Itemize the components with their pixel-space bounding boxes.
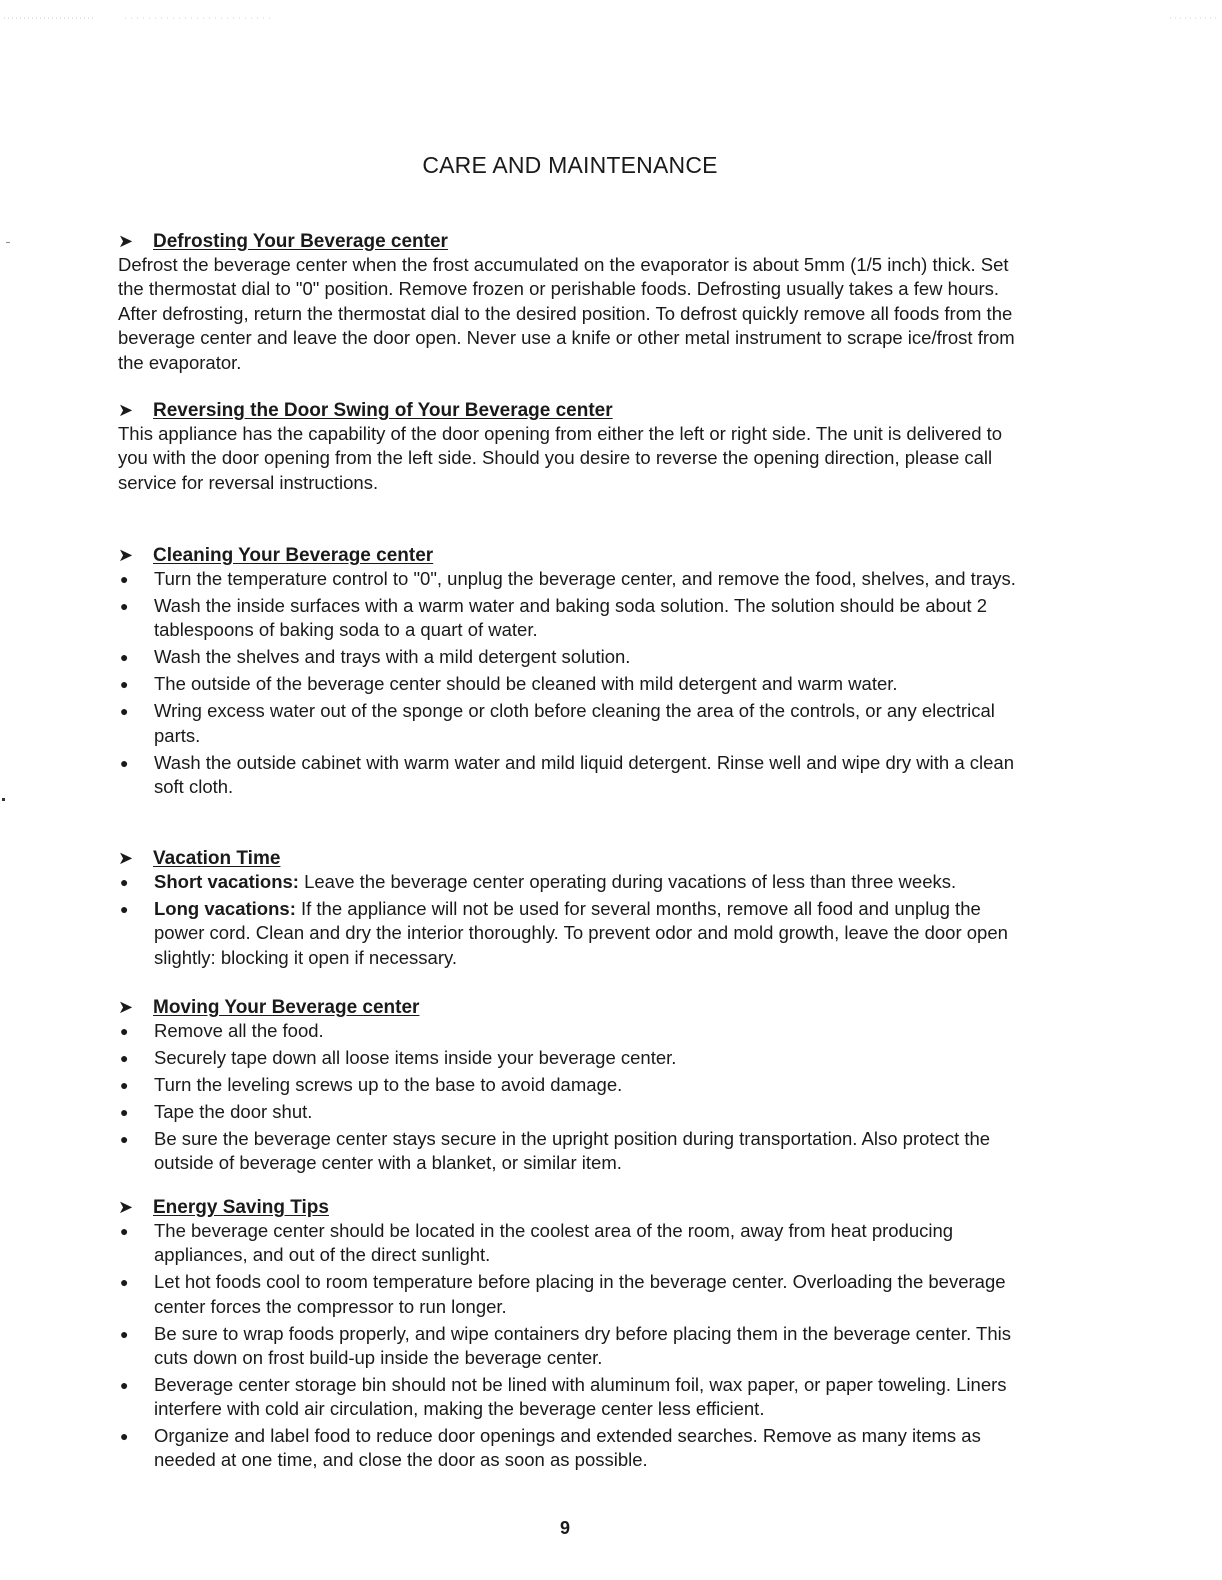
bullet-dot-icon: ● xyxy=(120,1428,129,1445)
section-energy-saving xyxy=(118,1195,1018,1475)
list-item: ● Tape the door shut. xyxy=(118,1100,1018,1124)
bullet-dot-icon: ● xyxy=(120,1049,129,1066)
arrow-bullet-icon: ➤ xyxy=(118,997,134,1017)
section-heading xyxy=(118,229,1018,253)
section-vacation-time xyxy=(118,846,1018,973)
bullet-dot-icon: ● xyxy=(120,1103,129,1120)
section-heading xyxy=(118,995,1018,1019)
section-heading xyxy=(118,398,1018,422)
bullet-dot-icon: ● xyxy=(120,703,129,720)
list-item: ● Wring excess water out of the sponge or cloth before cleaning the area of the controls, or any electrical parts. xyxy=(120,700,995,746)
section-paragraph: Defrost the beverage center when the frost accumulated on the evaporator is about 5mm (1/5 inch) thick. Set the thermostat dial to "0" position. Remove frozen or perishable foods. Defrosting usually takes a few hours. After defrosting, return the thermostat dial to the desired position. To defrost quickly remove all foods from the beverage center and leave the door open. Never use a knife or other metal instrument to scrape ice/frost from the evaporator. xyxy=(118,254,1015,373)
bullet-dot-icon: ● xyxy=(120,1325,129,1342)
list-item: ● Wash the shelves and trays with a mild detergent solution. xyxy=(118,645,1018,669)
section-heading xyxy=(118,846,1018,870)
heading-text: Defrosting Your Beverage center xyxy=(153,231,448,252)
bullet-dot-icon: ● xyxy=(120,874,129,890)
list-item: ● The beverage center should be located in the coolest area of the room, away from heat producing appliances, and out of the direct sunlight. xyxy=(120,1220,954,1266)
section-reversing-door xyxy=(118,398,1018,495)
page-title: CARE AND MAINTENANCE xyxy=(422,152,718,178)
bullet-dot-icon: ● xyxy=(120,1130,129,1147)
bullet-dot-icon: ● xyxy=(120,754,129,771)
list-item: ● Remove all the food. xyxy=(118,1019,1018,1043)
bullet-dot-icon: ● xyxy=(120,571,129,587)
section-heading xyxy=(118,1195,1018,1219)
list-item: ● Long vacations: If the appliance will not be used for several months, remove all food and unplug the power cord. Clean and dry the interior thoroughly. To prevent odor and mold growth, leave the door open slightly: blocking it open if necessary. xyxy=(120,897,1008,968)
bullet-list xyxy=(118,870,1018,970)
bullet-dot-icon: ● xyxy=(120,597,129,614)
arrow-bullet-icon: ➤ xyxy=(118,1197,134,1217)
heading-text: Reversing the Door Swing of Your Beverage center xyxy=(153,400,613,421)
bullet-dot-icon: ● xyxy=(120,900,129,917)
list-item: ● Let hot foods cool to room temperature before placing in the beverage center. Overloading the beverage center forces the compressor to run longer. xyxy=(120,1271,1006,1317)
heading-text: Cleaning Your Beverage center xyxy=(153,545,434,566)
arrow-bullet-icon: ➤ xyxy=(118,848,134,868)
bullet-dot-icon: ● xyxy=(120,1223,129,1239)
arrow-bullet-icon: ➤ xyxy=(118,545,134,565)
bullet-dot-icon: ● xyxy=(120,1023,129,1039)
list-item: ● Turn the leveling screws up to the base to avoid damage. xyxy=(118,1073,1018,1097)
bullet-dot-icon: ● xyxy=(120,676,129,693)
bullet-list xyxy=(118,1019,1018,1176)
heading-text: Energy Saving Tips xyxy=(153,1197,329,1218)
section-heading xyxy=(118,543,1018,567)
list-item: ● The outside of the beverage center should be cleaned with mild detergent and warm water. xyxy=(118,672,1018,696)
list-item: ● Wash the outside cabinet with warm water and mild liquid detergent. Rinse well and wipe dry with a clean soft cloth. xyxy=(120,751,1014,797)
list-item: ● Short vacations: Leave the beverage center operating during vacations of less than three weeks. xyxy=(118,870,1018,894)
section-moving xyxy=(118,995,1018,1178)
list-item: ● Be sure the beverage center stays secure in the upright position during transportation. Also protect the outside of beverage center with a blanket, or similar item. xyxy=(120,1127,991,1174)
arrow-bullet-icon: ➤ xyxy=(118,400,134,420)
bullet-dot-icon: ● xyxy=(120,1274,129,1291)
bullet-list xyxy=(118,567,1018,799)
arrow-bullet-icon: ➤ xyxy=(118,231,134,251)
list-item: ● Be sure to wrap foods properly, and wipe containers dry before placing them in the beverage center. This cuts down on frost build-up inside the beverage center. xyxy=(120,1322,1011,1368)
page-number: 9 xyxy=(559,1518,570,1538)
list-item: ● Securely tape down all loose items inside your beverage center. xyxy=(118,1046,1018,1070)
section-paragraph: This appliance has the capability of the door opening from either the left or right side. The unit is delivered to you with the door opening from the left side. Should you desire to reverse the opening direction, please call service for reversal instructions. xyxy=(118,423,1003,493)
section-cleaning xyxy=(118,543,1018,802)
section-defrosting xyxy=(118,229,1018,375)
bullet-dot-icon: ● xyxy=(120,649,129,666)
list-item: ● Turn the temperature control to "0", unplug the beverage center, and remove the food, shelves, and trays. xyxy=(118,567,1018,591)
bullet-list xyxy=(118,1219,1018,1473)
list-item: ● Beverage center storage bin should not be lined with aluminum foil, wax paper, or paper toweling. Liners interfere with cold air circulation, making the beverage center less efficient. xyxy=(120,1373,1007,1420)
bullet-dot-icon: ● xyxy=(120,1376,129,1393)
heading-text: Moving Your Beverage center xyxy=(153,997,420,1018)
list-item: ● Wash the inside surfaces with a warm water and baking soda solution. The solution should be about 2 tablespoons of baking soda to a quart of water. xyxy=(120,594,987,641)
list-item: ● Organize and label food to reduce door openings and extended searches. Remove as many items as needed at one time, and close the door as soon as possible. xyxy=(120,1425,981,1471)
bullet-dot-icon: ● xyxy=(120,1076,129,1093)
heading-text: Vacation Time xyxy=(153,848,281,869)
